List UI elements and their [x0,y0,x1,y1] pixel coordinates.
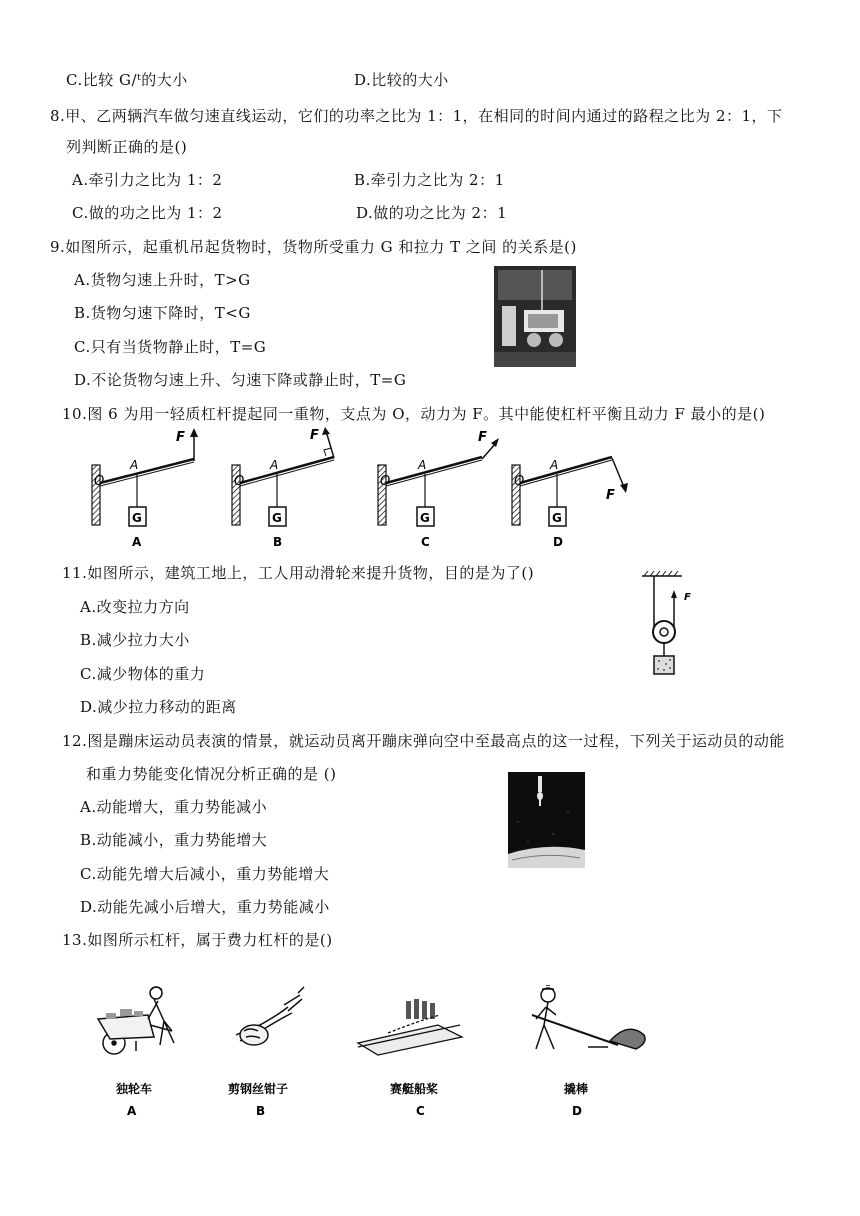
force-label: F [310,428,319,443]
pry-bar-picture [532,985,645,1049]
caption-b: B [273,535,283,549]
q12-option-d: D.动能先减小后增大，重力势能减小 [80,898,330,916]
fulcrum-label: O [234,474,245,489]
q8-option-b: B.牵引力之比为 2：1 [354,171,505,189]
q13-lever-pictures [88,985,658,1120]
q8-option-a: A.牵引力之比为 1：2 [72,171,223,189]
q11-option-b: B.减少拉力大小 [80,631,190,649]
q9-option-c: C.只有当货物静止时，T=G [74,338,267,356]
q9-option-b: B.货物匀速下降时，T<G [74,304,251,322]
q11-option-c: C.减少物体的重力 [80,665,206,683]
weight-label: G [420,511,430,525]
q12-option-a: A.动能增大，重力势能减小 [80,798,268,816]
q11-option-d: D.减少拉力移动的距离 [80,698,237,716]
lever-diagram-a [92,428,198,549]
q9-stem: 9.如图所示，起重机吊起货物时，货物所受重力 G 和拉力 T 之间 的关系是() [50,238,577,256]
q10-stem: 10.图 6 为用一轻质杠杆提起同一重物，支点为 O，动力为 F。其中能使杠杆平衡且动力 F 最小的是() [62,405,766,423]
lever-diagram-c [378,430,499,549]
crane-photo [494,266,576,367]
fulcrum-label: O [514,474,525,489]
q11-option-a: A.改变拉力方向 [80,598,190,616]
q7-option-c: C.比较 G/ᵗ的大小 [66,71,188,89]
wheelbarrow-picture [98,987,174,1054]
movable-pulley-diagram [638,570,702,680]
q8-option-c: C.做的功之比为 1：2 [72,204,223,222]
wire-cutter-picture [236,987,304,1045]
q12-stem-line2: 和重力势能变化情况分析正确的是 () [86,765,337,783]
weight-label: G [132,511,142,525]
q12-option-b: B.动能减小，重力势能增大 [80,831,268,849]
point-label: A [130,458,139,472]
rowing-oar-picture [358,999,462,1055]
point-label: A [270,458,279,472]
caption-letter-d: D [572,1104,582,1118]
fulcrum-label: O [380,474,391,489]
force-label: F [176,430,185,445]
trampoline-photo [508,772,585,868]
caption-a: A [132,535,142,549]
force-label: F [478,430,487,445]
lever-diagram-d [512,457,628,549]
q12-option-c: C.动能先增大后减小，重力势能增大 [80,865,330,883]
caption-name-c: 赛艇船桨 [390,1082,439,1096]
caption-letter-a: A [127,1104,137,1118]
caption-name-d: 撬棒 [564,1082,589,1096]
caption-letter-c: C [416,1104,425,1118]
caption-c: C [421,535,430,549]
point-label: A [550,458,559,472]
force-label: F [606,488,615,503]
q13-stem: 13.如图所示杠杆，属于费力杠杆的是() [62,931,333,949]
caption-name-a: 独轮车 [116,1082,153,1096]
q8-stem-line1: 8.甲、乙两辆汽车做匀速直线运动，它们的功率之比为 1：1，在相同的时间内通过的路程之比为 2：1，下 [50,107,783,125]
q7-option-d: D.比较的大小 [354,71,449,89]
q9-option-d: D.不论货物匀速上升、匀速下降或静止时，T=G [74,371,407,389]
q12-stem-line1: 12.图是蹦床运动员表演的情景，就运动员离开蹦床弹向空中至最高点的这一过程，下列关于运动员的动能 [62,732,785,750]
lever-diagram-b [232,427,334,549]
q10-lever-diagrams [80,425,640,550]
q8-option-d: D.做的功之比为 2：1 [356,204,508,222]
weight-label: G [272,511,282,525]
caption-name-b: 剪钢丝钳子 [228,1082,289,1096]
pulley-force-label: F [684,592,691,603]
caption-letter-b: B [256,1104,266,1118]
caption-d: D [553,535,563,549]
weight-label: G [552,511,562,525]
q11-stem: 11.如图所示，建筑工地上，工人用动滑轮来提升货物，目的是为了() [62,564,535,582]
point-label: A [418,458,427,472]
fulcrum-label: O [94,474,105,489]
q8-stem-line2: 列判断正确的是() [66,138,188,156]
q9-option-a: A.货物匀速上升时，T>G [74,271,251,289]
